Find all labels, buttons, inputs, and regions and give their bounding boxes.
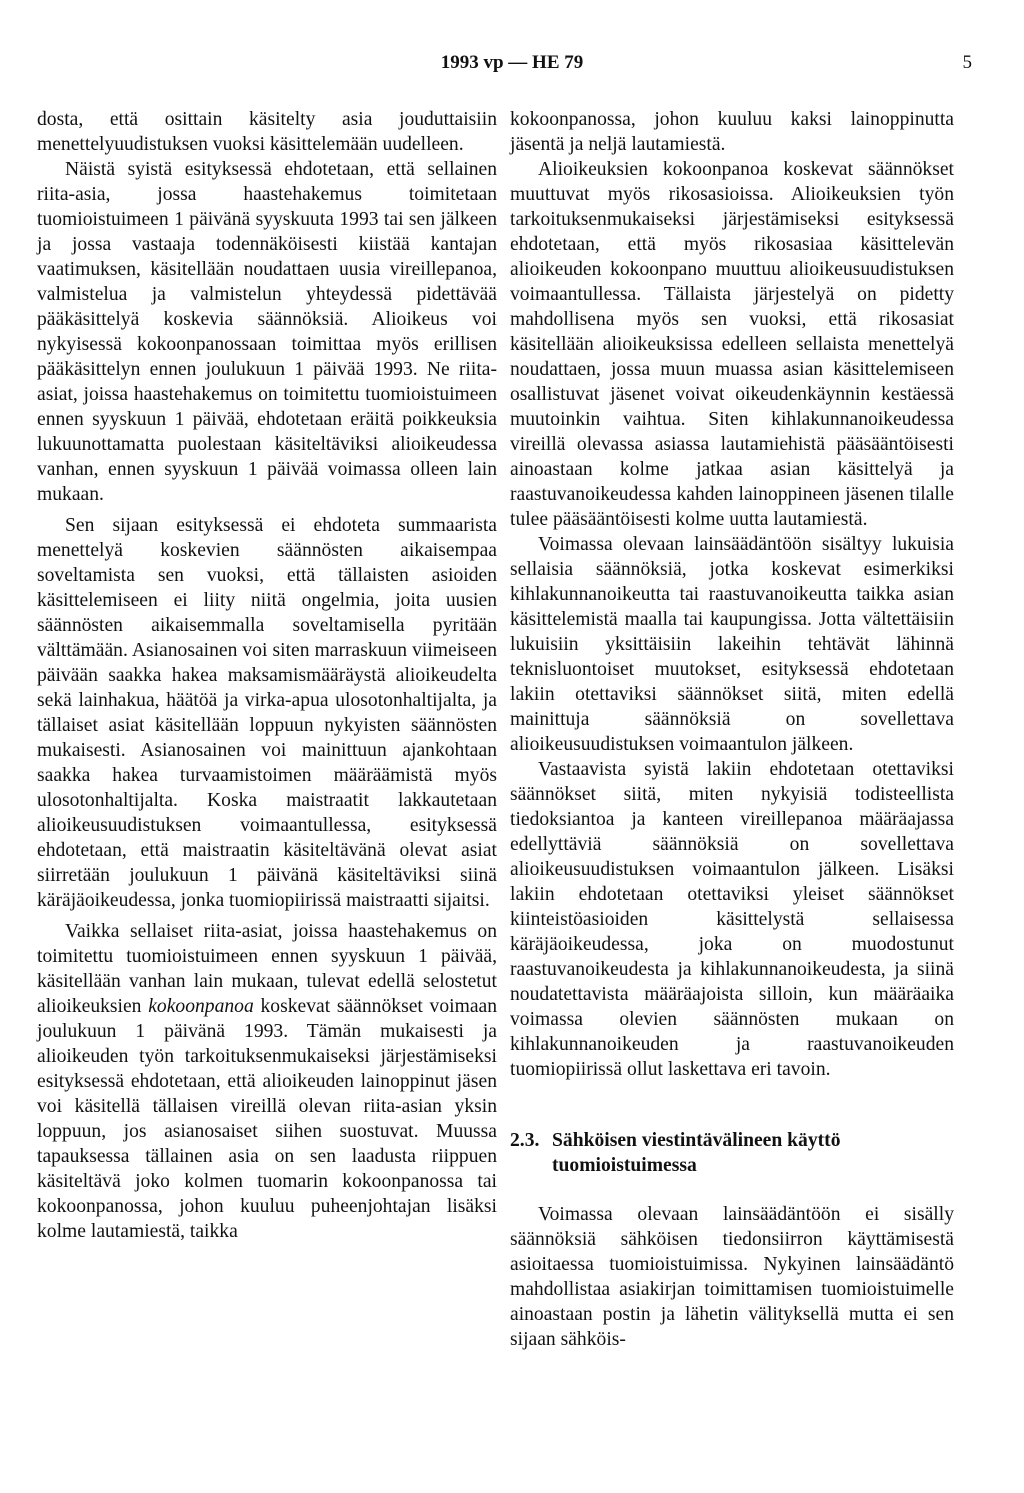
- paragraph: dosta, että osittain käsitelty asia jouduttaisiin menettelyuudistuksen vuoksi käsittelemään uudelleen.: [37, 109, 497, 155]
- paragraph: Sen sijaan esityksessä ei ehdoteta summaarista menettelyä koskevien säännösten aikaisempaa soveltamista sen vuoksi, että tällaisten asioiden käsittelemiseen ei liity niitä ongelmia, joita uusien säännösten aikaisemmalla soveltamisella pyritään välttämään. Asianosainen voi siten marraskuun viimeiseen päivään saakka hakea maksamismääräystä alioikeudelta sekä lainhakua, häätöä ja virka-apua ulosotonhaltijalta, ja tällaiset asiat käsitellään loppuun nykyisten säännösten mukaisesti. Asianosainen voi mainittuun ajankohtaan saakka hakea turvaamistoimen määräämistä myös ulosotonhaltijalta. Koska maistraatit lakkautetaan alioikeusuudistuksen voimaantullessa, esityksessä ehdotetaan, että maistraatin käsiteltävänä olevat asiat siirretään joulukuun 1 päivänä käsiteltäviksi siinä käräjäoikeudessa, jonka tuomiopiirissä maistraatti sijaitsi.: [37, 515, 497, 911]
- paragraph: Alioikeuksien kokoonpanoa koskevat säännökset muuttuvat myös rikosasioissa. Alioikeuksien työn tarkoituksenmukaiseksi järjestämiseksi esityksessä ehdotetaan, että myös rikosasiaa käsittelevän alioikeuden kokoonpano muuttuu alioikeusuudistuksen voimaantullessa. Tällaista järjestelyä on pidetty mahdollisena myös sen vuoksi, että rikosasiat käsitellään alioikeuksissa edelleen sellaista menettelyä noudattaen, jossa muun muassa asian käsittelemiseen osallistuvat jäsenet voivat oikeudenkäynnin kestäessä muutoinkin vaihtua. Siten kihlakunnanoikeudessa vireillä olevassa asiassa lautamiehistä pääsääntöisesti ainoastaan kolme jatkaa asian käsittelyä ja raastuvanoikeudessa kahden lainoppineen jäsenen tilalle tulee pääsääntöisesti kolme uutta lautamiestä.: [510, 159, 954, 530]
- paragraph: Voimassa olevaan lainsäädäntöön sisältyy lukuisia sellaisia säännöksiä, jotka koskevat esimerkiksi kihlakunnanoikeutta tai raastuvanoikeutta taikka asian käsittelemistä maalla tai kaupungissa. Jotta vältettäisiin lukuisiin yksittäisiin lakeihin tehtävät lähinnä teknisluontoiset muutokset, esityksessä ehdotetaan lakiin otettaviksi säännökset siitä, miten edellä mainittuja säännöksiä on sovellettava alioikeusuudistuksen voimaantulon jälkeen.: [510, 534, 954, 755]
- right-column: [510, 107, 954, 1352]
- page-number: 5: [962, 52, 972, 73]
- paragraph-text: Vaikka sellaiset riita-asiat, joissa haastehakemus on toimitettu tuomioistuimeen ennen syyskuun 1 päivää, käsitellään vanhan lain mukaan, tulevat edellä selostetut alioikeuksien: [37, 921, 497, 1017]
- paragraph: kokoonpanossa, johon kuuluu kaksi lainoppinutta jäsentä ja neljä lautamiestä.: [510, 109, 954, 155]
- section-heading: [510, 1128, 954, 1178]
- section-title: Sähköisen viestintävälineen käyttö tuomioistuimessa: [552, 1130, 841, 1176]
- emphasis-text: kokoonpanoa: [148, 996, 254, 1017]
- paragraph-text: koskevat säännökset voimaan joulukuun 1 päivänä 1993. Tämän mukaisesti ja alioikeuden työn tarkoituksenmukaiseksi järjestämiseksi esityksessä ehdotetaan, että alioikeuden lainoppinut jäsen voi käsitellä tällaisen vireillä olevan riita-asian yksin loppuun, jos asianosaiset siihen suostuvat. Muussa tapauksessa tällainen asia on sen laadusta riippuen käsiteltävä joko kolmen tuomarin kokoonpanossa tai kokoonpanossa, johon kuuluu puheenjohtajan lisäksi kolme lautamiestä, taikka: [37, 996, 498, 1242]
- running-header: 1993 vp — HE 79: [440, 52, 584, 73]
- paragraph: Näistä syistä esityksessä ehdotetaan, että sellainen riita-asia, jossa haastehakemus toimitetaan tuomioistuimeen 1 päivänä syyskuuta 1993 tai sen jälkeen ja jossa vastaaja todennäköisesti kiistää kantajan vaatimuksen, käsitellään noudattaen uusia vireillepanoa, valmistelua ja valmistelun yhteydessä pidettävää pääkäsittelyä koskevia säännöksiä. Alioikeus voi nykyisessä kokoonpanossaan toimittaa myös erillisen pääkäsittelyn ennen joulukuun 1 päivää 1993. Ne riita-asiat, joissa haastehakemus on toimitettu tuomioistuimeen ennen syyskuun 1 päivää, ehdotetaan eräitä poikkeuksia lukuunottamatta puolestaan käsiteltäviksi alioikeudessa vanhan, ennen syyskuun 1 päivää voimassa olleen lain mukaan.: [37, 159, 497, 505]
- left-column: [37, 107, 497, 1244]
- paragraph: Vastaavista syistä lakiin ehdotetaan otettaviksi säännökset siitä, miten nykyisiä todisteellista tiedoksiantoa ja kanteen vireillepanoa määräajassa edellyttäviä säännöksiä on sovellettava alioikeusuudistuksen voimaantulon jälkeen. Lisäksi lakiin ehdotetaan otettaviksi yleiset säännökset kiinteistöasioiden käsittelystä sellaisessa käräjäoikeudessa, joka on muodostunut raastuvanoikeudesta ja kihlakunnanoikeudesta, ja siinä noudatettavista määräajoista silloin, kun määräaika voimassa olevien säännösten mukaan on kihlakunnanoikeuden ja raastuvanoikeuden tuomiopiirissä ollut laskettava eri tavoin.: [510, 759, 954, 1080]
- section-number: 2.3.: [510, 1130, 540, 1151]
- paragraph: Voimassa olevaan lainsäädäntöön ei sisälly säännöksiä sähköisen tiedonsiirron käyttämisestä asioitaessa tuomioistuimissa. Nykyinen lainsäädäntö mahdollistaa asiakirjan toimittamisen tuomioistuimelle ainoastaan postin ja lähetin välityksellä mutta ei sen sijaan sähköis-: [510, 1204, 954, 1350]
- paragraph: [37, 919, 497, 1244]
